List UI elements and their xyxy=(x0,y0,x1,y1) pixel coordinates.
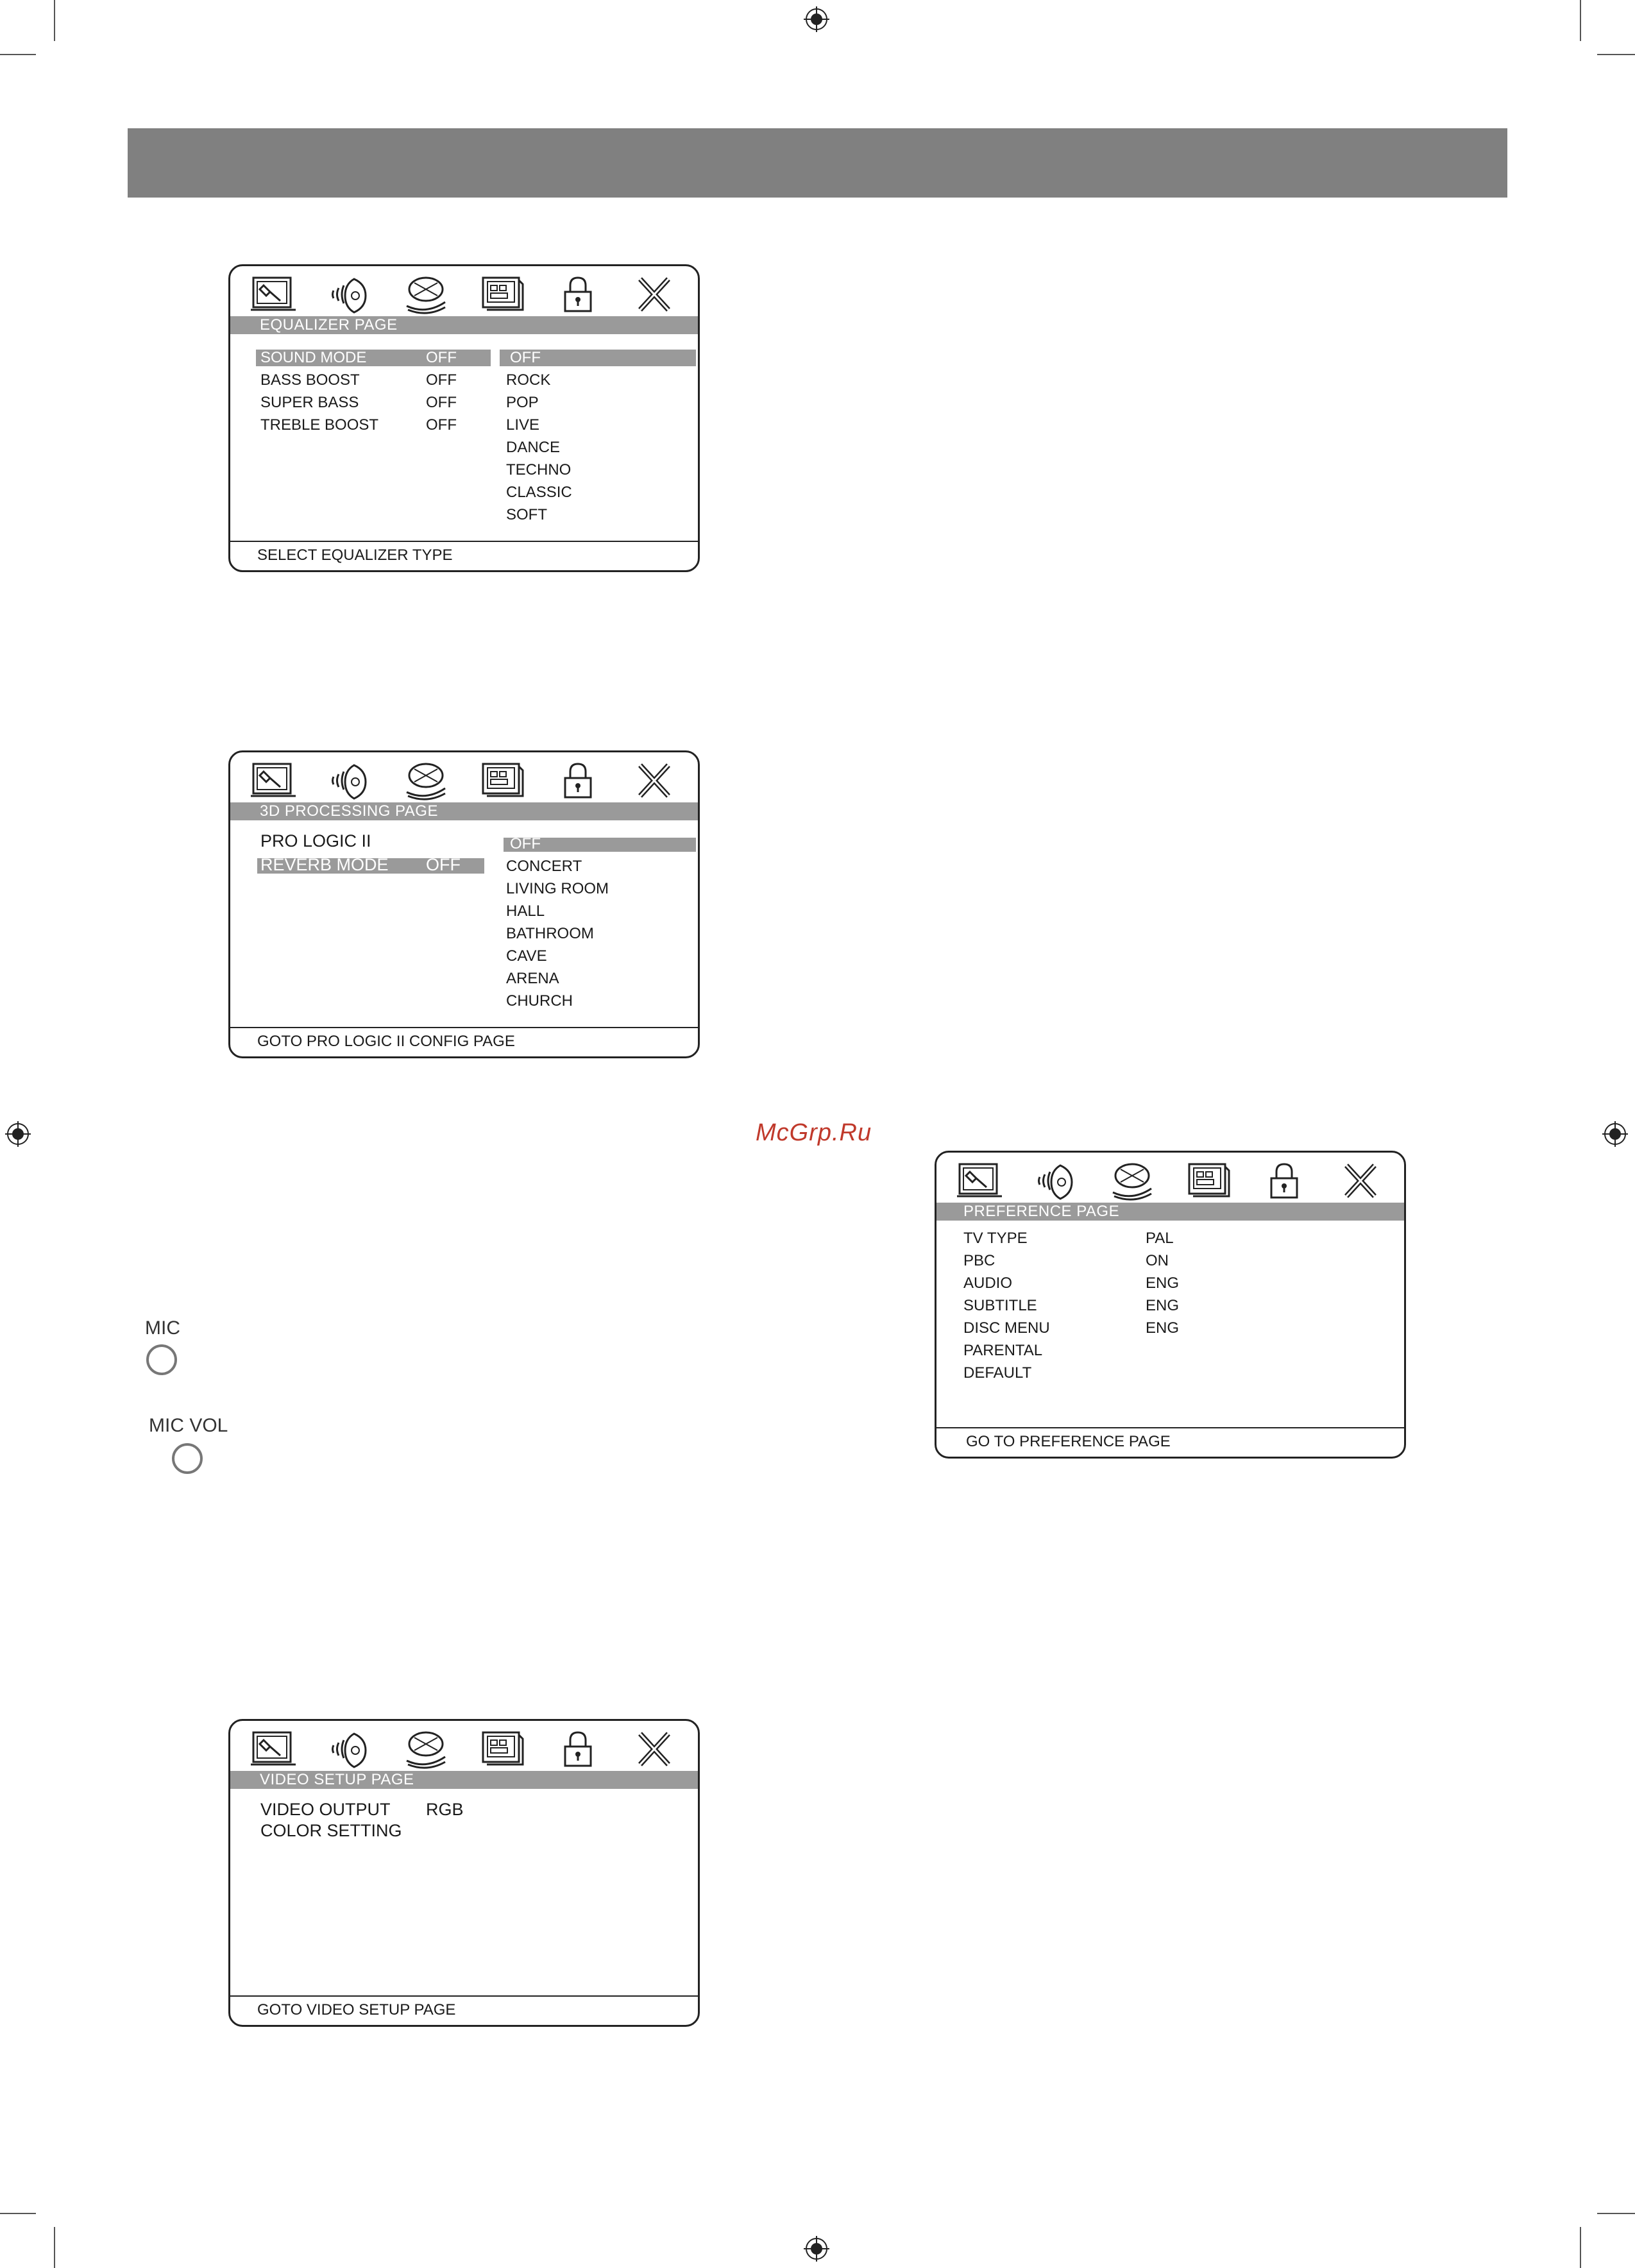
speaker-audio-icon[interactable] xyxy=(325,274,376,315)
crop-mark xyxy=(0,2213,36,2214)
footer-divider xyxy=(230,1995,698,1997)
status-hint: GO TO PREFERENCE PAGE xyxy=(966,1433,1171,1450)
disc-icon[interactable] xyxy=(400,760,452,801)
osd-icon-bar xyxy=(248,757,680,804)
status-hint: GOTO VIDEO SETUP PAGE xyxy=(257,2001,456,2018)
option-item: OFF xyxy=(510,349,541,366)
option-item[interactable]: ROCK xyxy=(506,371,551,389)
option-item[interactable]: LIVE xyxy=(506,416,540,434)
video-screen-icon[interactable] xyxy=(1183,1160,1234,1201)
speaker-audio-icon[interactable] xyxy=(325,1729,376,1770)
lock-icon[interactable] xyxy=(552,760,604,801)
video-screen-icon[interactable] xyxy=(477,760,528,801)
disc-icon[interactable] xyxy=(400,274,452,315)
lock-icon[interactable] xyxy=(552,274,604,315)
setting-value: ENG xyxy=(1146,1274,1180,1292)
setting-label[interactable]: PBC xyxy=(963,1252,995,1269)
setting-value: OFF xyxy=(426,416,457,434)
osd-icon-bar xyxy=(248,271,680,317)
setting-label[interactable]: TV TYPE xyxy=(963,1230,1028,1247)
option-item[interactable]: LIVING ROOM xyxy=(506,880,609,897)
mic-vol-label: MIC VOL xyxy=(149,1415,228,1436)
setting-label[interactable]: BASS BOOST xyxy=(260,371,360,389)
osd-icon-bar xyxy=(248,1726,680,1772)
option-item[interactable]: TECHNO xyxy=(506,461,572,478)
close-x-icon[interactable] xyxy=(629,1729,680,1770)
preference-osd-panel xyxy=(935,1151,1406,1459)
setting-value: ENG xyxy=(1146,1319,1180,1337)
option-item[interactable]: CONCERT xyxy=(506,858,582,875)
setting-label[interactable]: VIDEO OUTPUT xyxy=(260,1800,391,1819)
setting-value: OFF xyxy=(426,371,457,389)
option-item[interactable]: BATHROOM xyxy=(506,925,594,942)
lock-icon[interactable] xyxy=(1258,1160,1310,1201)
osd-icon-bar xyxy=(954,1158,1386,1204)
page-title: 3D PROCESSING PAGE xyxy=(230,802,698,820)
crop-mark xyxy=(0,54,36,55)
video-screen-icon[interactable] xyxy=(477,274,528,315)
speaker-audio-icon[interactable] xyxy=(325,760,376,801)
close-x-icon[interactable] xyxy=(629,274,680,315)
option-item: OFF xyxy=(510,835,541,852)
processing-osd-panel xyxy=(228,750,700,1058)
option-item[interactable]: SOFT xyxy=(506,506,547,523)
setting-label[interactable]: PRO LOGIC II xyxy=(260,831,371,851)
setting-value: PAL xyxy=(1146,1230,1174,1247)
setup-wrench-icon[interactable] xyxy=(248,1729,300,1770)
option-item[interactable]: POP xyxy=(506,394,539,411)
crop-mark xyxy=(1597,2213,1635,2214)
close-x-icon[interactable] xyxy=(629,760,680,801)
setting-label[interactable]: PARENTAL xyxy=(963,1342,1043,1359)
mic-label: MIC xyxy=(145,1317,180,1339)
page-header-bar xyxy=(128,128,1507,198)
footer-divider xyxy=(230,1027,698,1028)
setting-value: OFF xyxy=(426,349,457,366)
status-hint: GOTO PRO LOGIC II CONFIG PAGE xyxy=(257,1033,515,1050)
option-item[interactable]: DANCE xyxy=(506,439,561,456)
page-title: VIDEO SETUP PAGE xyxy=(230,1771,698,1789)
crop-mark xyxy=(1580,2227,1581,2268)
option-item[interactable]: ARENA xyxy=(506,970,559,987)
disc-icon[interactable] xyxy=(400,1729,452,1770)
speaker-audio-icon[interactable] xyxy=(1031,1160,1082,1201)
setting-value: RGB xyxy=(426,1800,464,1819)
setup-wrench-icon[interactable] xyxy=(954,1160,1006,1201)
page-title: PREFERENCE PAGE xyxy=(936,1203,1404,1221)
disc-icon[interactable] xyxy=(1106,1160,1158,1201)
option-item[interactable]: CHURCH xyxy=(506,992,573,1010)
lock-icon[interactable] xyxy=(552,1729,604,1770)
crop-mark xyxy=(54,2227,55,2268)
setup-wrench-icon[interactable] xyxy=(248,274,300,315)
status-hint: SELECT EQUALIZER TYPE xyxy=(257,546,453,564)
option-item[interactable]: CLASSIC xyxy=(506,484,572,501)
mic-jack xyxy=(146,1344,177,1375)
registration-mark-icon xyxy=(804,6,829,32)
footer-divider xyxy=(936,1427,1404,1428)
setting-label[interactable]: COLOR SETTING xyxy=(260,1821,402,1840)
close-x-icon[interactable] xyxy=(1335,1160,1386,1201)
setup-wrench-icon[interactable] xyxy=(248,760,300,801)
setting-label[interactable]: TREBLE BOOST xyxy=(260,416,379,434)
setting-value: OFF xyxy=(426,855,461,874)
mic-vol-knob xyxy=(172,1443,203,1474)
crop-mark xyxy=(1597,54,1635,55)
registration-mark-icon xyxy=(804,2236,829,2262)
setting-label: REVERB MODE xyxy=(260,855,389,874)
setting-label[interactable]: SUPER BASS xyxy=(260,394,359,411)
setting-label[interactable]: AUDIO xyxy=(963,1274,1013,1292)
registration-mark-icon xyxy=(5,1121,31,1147)
setting-label[interactable]: SUBTITLE xyxy=(963,1297,1037,1314)
option-item[interactable]: CAVE xyxy=(506,947,547,965)
equalizer-osd-panel xyxy=(228,264,700,572)
setting-value: OFF xyxy=(426,394,457,411)
page-title: EQUALIZER PAGE xyxy=(230,316,698,334)
video-setup-osd-panel xyxy=(228,1719,700,2027)
footer-divider xyxy=(230,541,698,542)
crop-mark xyxy=(1580,0,1581,41)
setting-label[interactable]: DEFAULT xyxy=(963,1364,1032,1382)
registration-mark-icon xyxy=(1602,1121,1628,1147)
setting-label[interactable]: DISC MENU xyxy=(963,1319,1050,1337)
setting-value: ENG xyxy=(1146,1297,1180,1314)
setting-value: ON xyxy=(1146,1252,1169,1269)
option-item[interactable]: HALL xyxy=(506,902,545,920)
watermark-text: McGrp.Ru xyxy=(756,1119,872,1146)
video-screen-icon[interactable] xyxy=(477,1729,528,1770)
crop-mark xyxy=(54,0,55,41)
setting-label: SOUND MODE xyxy=(260,349,367,366)
